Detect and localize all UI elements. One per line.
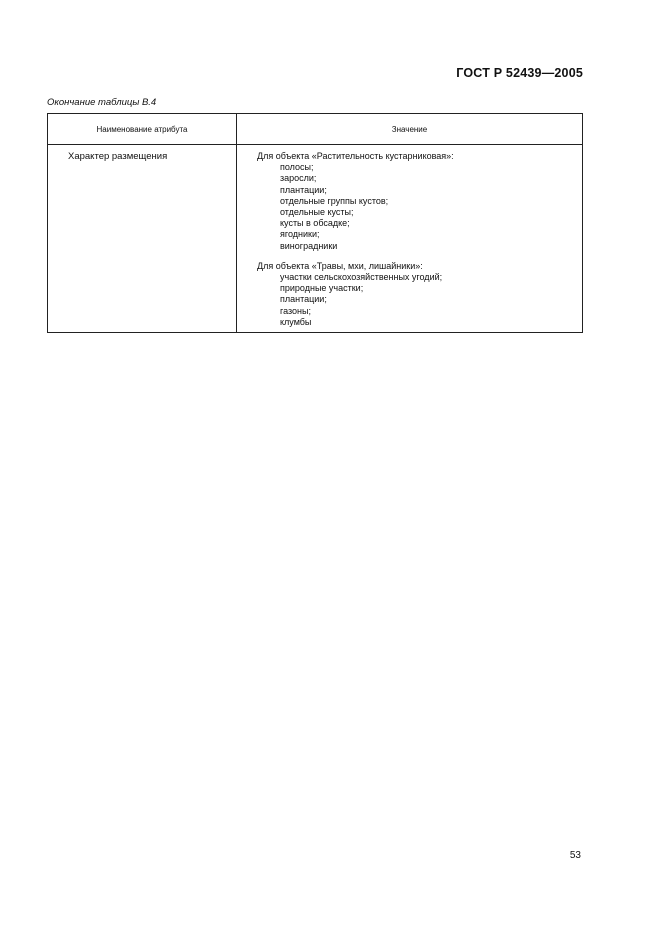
list-item: плантации; [280,184,327,195]
list-item: отдельные группы кустов; [280,195,389,206]
attribute-value-cell [237,145,583,333]
attribute-name-cell: Характер размещения [48,145,237,333]
list-item: природные участки; [280,283,364,294]
list-item: ягодники; [280,229,320,240]
list-item: виноградники [280,240,338,251]
value-list [257,272,574,328]
document-code: ГОСТ Р 52439—2005 [456,66,583,80]
attribute-table [47,113,583,333]
value-group-heading: Для объекта «Травы, мхи, лишайники»: [257,260,423,271]
table-header-row [48,114,583,145]
list-item: кусты в обсадке; [280,218,350,229]
value-list [257,162,574,252]
table-row [48,145,583,333]
column-header-value: Значение [237,114,583,145]
list-item: газоны; [280,305,311,316]
list-item: заросли; [280,173,317,184]
list-item: клумбы [280,316,312,327]
value-group-heading: Для объекта «Растительность кустарниковая»: [257,151,454,161]
list-item: участки сельскохозяйственных угодий; [280,272,443,283]
column-header-attribute: Наименование атрибута [48,114,237,145]
page-number: 53 [569,850,581,861]
list-item: полосы; [280,162,314,173]
list-item: плантации; [280,294,327,305]
value-group-shrubs [257,151,574,252]
table-caption: Окончание таблицы В.4 [47,97,157,108]
value-group-grasses [257,261,574,328]
list-item: отдельные кусты; [280,207,354,218]
